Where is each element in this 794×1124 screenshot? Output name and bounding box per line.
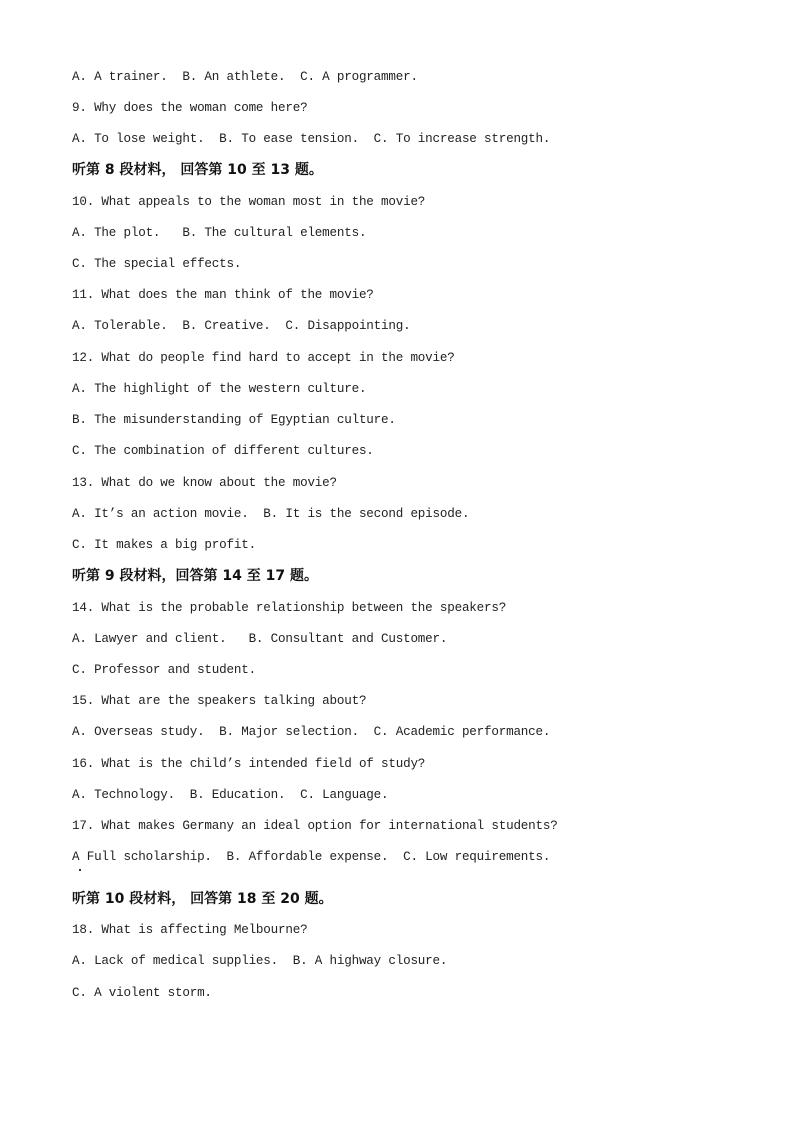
section-heading-9: 听第 9 段材料，回答第 14 至 17 题。 [72, 568, 318, 584]
q10-option-c: C. The special effects. [72, 257, 242, 271]
q14-option-c: C. Professor and student. [72, 663, 256, 677]
q14-question: 14. What is the probable relationship between the speakers? [72, 601, 507, 615]
q16-options: A. Technology. B. Education. C. Language. [72, 788, 389, 802]
q15-options: A. Overseas study. B. Major selection. C. Academic performance. [72, 725, 551, 739]
q18-option-c: C. A violent storm. [72, 986, 212, 1000]
q18-options-ab: A. Lack of medical supplies. B. A highway closure. [72, 954, 448, 968]
q12-option-a: A. The highlight of the western culture. [72, 382, 367, 396]
q8-options: A. A trainer. B. An athlete. C. A programmer. [72, 70, 418, 84]
q12-option-c: C. The combination of different cultures. [72, 444, 374, 458]
q17-options: A Full scholarship. B. Affordable expense. C. Low requirements. [72, 850, 551, 864]
q9-question: 9. Why does the woman come here? [72, 101, 308, 115]
section-heading-10: 听第 10 段材料， 回答第 18 至 20 题。 [72, 891, 333, 907]
section-heading-8: 听第 8 段材料， 回答第 10 至 13 题。 [72, 162, 323, 178]
q14-options-ab: A. Lawyer and client. B. Consultant and Customer. [72, 632, 448, 646]
q12-option-b: B. The misunderstanding of Egyptian culture. [72, 413, 396, 427]
q16-question: 16. What is the child’s intended field of study? [72, 757, 426, 771]
q17-question: 17. What makes Germany an ideal option for international students? [72, 819, 558, 833]
q13-question: 13. What do we know about the movie? [72, 476, 337, 490]
stray-mark [79, 869, 81, 871]
q15-question: 15. What are the speakers talking about? [72, 694, 367, 708]
q10-question: 10. What appeals to the woman most in the movie? [72, 195, 426, 209]
q12-question: 12. What do people find hard to accept in the movie? [72, 351, 455, 365]
q11-question: 11. What does the man think of the movie? [72, 288, 374, 302]
q11-options: A. Tolerable. B. Creative. C. Disappointing. [72, 319, 411, 333]
q13-options-ab: A. It’s an action movie. B. It is the second episode. [72, 507, 470, 521]
q9-options: A. To lose weight. B. To ease tension. C. To increase strength. [72, 132, 551, 146]
q13-option-c: C. It makes a big profit. [72, 538, 256, 552]
q18-question: 18. What is affecting Melbourne? [72, 923, 308, 937]
q10-options-ab: A. The plot. B. The cultural elements. [72, 226, 367, 240]
